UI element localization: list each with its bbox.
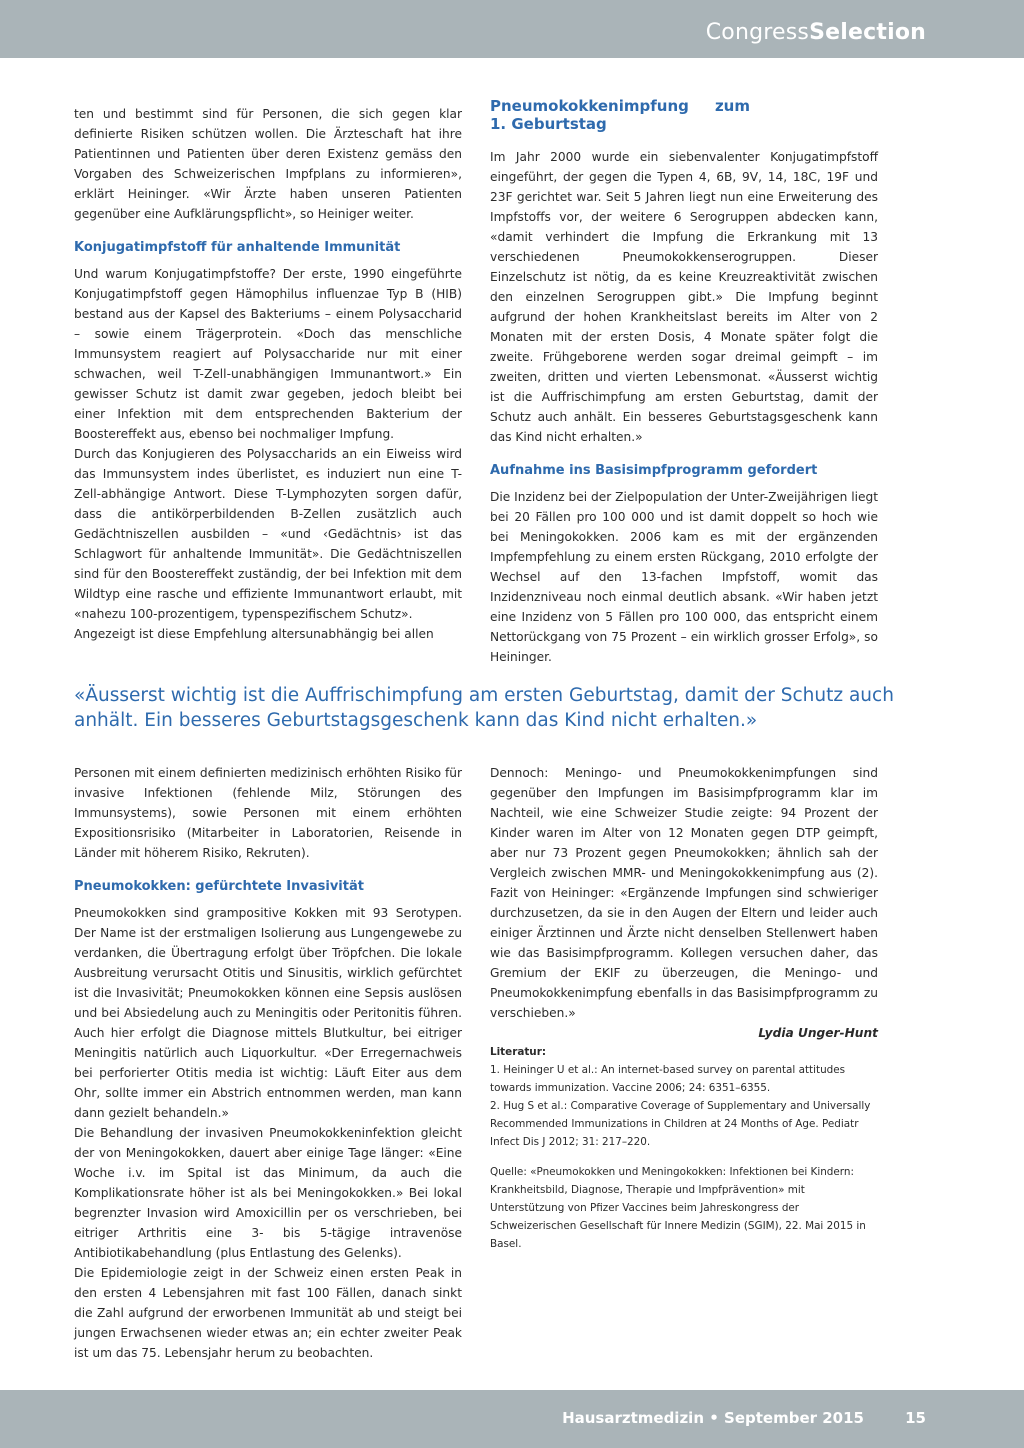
column-bottom-right <box>490 763 878 1253</box>
brand-bold: Selection <box>809 20 926 45</box>
section-heading-invasivitaet: Pneumokokken: gefürchtete Invasivität <box>74 879 364 894</box>
paragraph: Und warum Konjugatimpfstoffe? Der erste, 1990 eingeführte Konjugatimpfstoff gegen Hämophilus influenzae Typ B (HIB) bestand aus der Kapsel des Bakteriums – einem Polysaccharid – sowie einem Trägerprotein. «Doch das menschliche Immunsystem reagiert auf Polysaccharide nur mit einer schwachen, weil T-Zell-unabhängigen Immunantwort.» Ein gewisser Schutz ist damit zwar gegeben, jedoch bleibt bei einer Infektion mit dem entsprechenden Bakterium der Boostereffekt aus, ebenso bei nochmaliger Impfung. <box>74 267 462 441</box>
paragraph: ten und bestimmt sind für Personen, die sich gegen klar definierte Risiken schützen wollen. Die Ärzteschaft hat ihre Patientinnen und Patienten über deren Existenz gemäss den Vorgaben des Schweizerischen Impfplans zu informieren», erklärt Heininger. «Wir Ärzte haben unseren Patienten gegenüber eine Aufklärungspflicht», so Heiniger weiter. <box>74 107 462 221</box>
section-heading-konjugatimpfstoff: Konjugatimpfstoff für anhaltende Immunität <box>74 240 401 255</box>
paragraph: Dennoch: Meningo- und Pneumokokkenimpfungen sind gegenüber den Impfungen im Basisimpfprogramm klar im Nachteil, wie eine Schweizer Studie zeigte: 94 Prozent der Kinder waren im Alter von 12 Monaten gegen DTP geimpft, aber nur 73 Prozent gegen Pneumokokken; ähnlich sah der Vergleich zwischen MMR- und Meningokokkenimpfung aus (2). Fazit von Heininger: «Ergänzende Impfungen sind schwieriger durchzusetzen, da sie in den Augen der Eltern und leider auch einiger Ärztinnen und Ärzte nicht denselben Stellenwert haben wie das Basisimpfprogramm. Kollegen versuchen daher, das Gremium der EKIF zu überzeugen, die Meningo- und Pneumokokkenimpfung ebenfalls in das Basisimpfprogramm zu verschieben.» <box>490 766 878 1020</box>
column-bottom-left <box>74 763 462 1363</box>
paragraph: Im Jahr 2000 wurde ein siebenvalenter Konjugatimpfstoff eingeführt, der gegen die Typen 4, 6B, 9V, 14, 18C, 19F und 23F gerichtet war. Seit 5 Jahren liegt nun eine Erweiterung des Impfstoffs vor, der weitere 6 Serogruppen abdecken kann, «damit verhindert die Impfung die Erkrankung mit 13 verschiedenen Pneumokokkenserogruppen. Dieser Einzelschutz ist nötig, da es keine Kreuzreaktivität zwischen den einzelnen Serogruppen gibt.» Die Impfung beginnt aufgrund der hohen Krankheitslast bereits im Alter von 2 Monaten mit der ersten Dosis, 4 Monate später folgt die zweite. Frühgeborene werden sogar dreimal geimpft – im zweiten, dritten und vierten Lebensmonat. «Äusserst wichtig ist die Auffrischimpfung am ersten Geburtstag, damit der Schutz auch anhält. Ein besseres Geburtstagsgeschenk kann das Kind nicht erhalten.» <box>490 150 878 444</box>
literature-item: 1. Heininger U et al.: An internet-based survey on parental attitudes towards immunization. Vaccine 2006; 24: 6351–6355. <box>490 1064 846 1094</box>
brand-light: Congress <box>705 20 810 45</box>
column-top-left <box>74 104 462 644</box>
column-top-right <box>490 97 878 667</box>
paragraph: Personen mit einem definierten medizinisch erhöhten Risiko für invasive Infektionen (fehlende Milz, Störungen des Immunsystems), sowie Personen mit einem erhöhten Expositionsrisiko (Mitarbeiter in Laboratorien, Reisende in Länder mit höherem Risiko, Rekruten). <box>74 766 462 860</box>
page-number: 15 <box>905 1409 926 1427</box>
paragraph: Die Inzidenz bei der Zielpopulation der Unter-Zweijährigen liegt bei 20 Fällen pro 100 000 und ist damit doppelt so hoch wie bei Meningokokken. 2006 kam es mit der ergänzenden Impfempfehlung zu einem ersten Rückgang, 2010 erfolgte der Wechsel auf den 13-fachen Impfstoff, womit das Inzidenzniveau noch einmal deutlich absank. «Wir haben jetzt eine Inzidenz von 5 Fällen pro 100 000, das entspricht einem Nettorückgang von 75 Prozent – ein wirklich grosser Erfolg», so Heininger. <box>490 490 878 664</box>
pull-quote: «Äusserst wichtig ist die Auffrischimpfung am ersten Geburtstag, damit der Schutz auch anhält. Ein besseres Geburtstagsgeschenk kann das Kind nicht erhalten.» <box>74 685 894 731</box>
literature-title: Literatur: <box>490 1046 546 1058</box>
paragraph: Die Behandlung der invasiven Pneumokokkeninfektion gleicht der von Meningokokken, dauert aber einige Tage länger: «Eine Woche i.v. im Spital ist das Minimum, da auch die Komplikationsrate höher ist als bei Meningokokken.» Bei lokal begrenzter Invasion wird Amoxicillin per os verschrieben, bei eitriger Arthritis eine 3- bis 5-tägige intravenöse Antibiotikabehandlung (plus Entlastung des Gelenks). <box>74 1126 462 1260</box>
page-header <box>0 0 1024 58</box>
author-name: Lydia Unger-Hunt <box>758 1026 878 1040</box>
page-footer <box>0 1390 1024 1448</box>
footer-publication: Hausarztmedizin • September 2015 <box>562 1409 864 1427</box>
section-heading-basisimpfprogramm: Aufnahme ins Basisimpfprogramm gefordert <box>490 463 818 478</box>
paragraph: Die Epidemiologie zeigt in der Schweiz einen ersten Peak in den ersten 4 Lebensjahren mit fast 100 Fällen, danach sinkt die Zahl aufgrund der erworbenen Immunität ab und steigt bei jungen Erwachsenen wieder etwas an; ein echter zweiter Peak ist um das 75. Lebensjahr herum zu beobachten. <box>74 1266 462 1360</box>
congress-selection-logo <box>706 20 926 46</box>
paragraph: Durch das Konjugieren des Polysaccharids an ein Eiweiss wird das Immunsystem indes überlistet, es induziert nun eine T-Zell-abhängige Antwort. Diese T-Lymphozyten sorgen dafür, dass die antikörperbildenden B-Zellen zusätzlich auch Gedächtniszellen ausbilden – «und ‹Gedächtnis› ist das Schlagwort für anhaltende Immunität». Die Gedächtniszellen sind für den Boostereffekt zuständig, der bei Infektion mit dem Wildtyp eine rasche und effiziente Immunantwort erlaubt, mit «nahezu 100-prozentigem, typenspezifischem Schutz». <box>74 447 462 621</box>
section-heading-pneumokokkenimpfung: Pneumokokkenimpfung zum 1. Geburtstag <box>490 97 750 133</box>
paragraph: Pneumokokken sind grampositive Kokken mit 93 Serotypen. Der Name ist der erstmaligen Isolierung aus Lungengewebe zu verdanken, die Übertragung erfolgt über Tröpfchen. Die lokale Ausbreitung verursacht Otitis und Sinusitis, wirklich gefürchtet ist die Invasivität; Pneumokokken können eine Sepsis auslösen und bei Absiedelung auch zu Meningitis oder Peritonitis führen. Auch hier erfolgt die Diagnose mittels Blutkultur, bei eitriger Meningitis natürlich auch Liquorkultur. «Der Erregernachweis bei perforierter Otitis media ist wichtig: Läuft Eiter aus dem Ohr, sollte immer ein Abstrich entnommen werden, man kann dann gezielt behandeln.» <box>74 906 462 1120</box>
literature-item: 2. Hug S et al.: Comparative Coverage of Supplementary and Universally Recommended Immunizations in Children at 24 Months of Age. Pediatr Infect Dis J 2012; 31: 217–220. <box>490 1100 871 1148</box>
paragraph: Angezeigt ist diese Empfehlung altersunabhängig bei allen <box>74 627 434 641</box>
source-note: Quelle: «Pneumokokken und Meningokokken: Infektionen bei Kindern: Krankheitsbild, Diagnose, Therapie und Impfprävention» mit Unterstützung von Pfizer Vaccines beim Jahreskongress der Schweizerischen Gesellschaft für Innere Medizin (SGIM), 22. Mai 2015 in Basel. <box>490 1166 866 1250</box>
